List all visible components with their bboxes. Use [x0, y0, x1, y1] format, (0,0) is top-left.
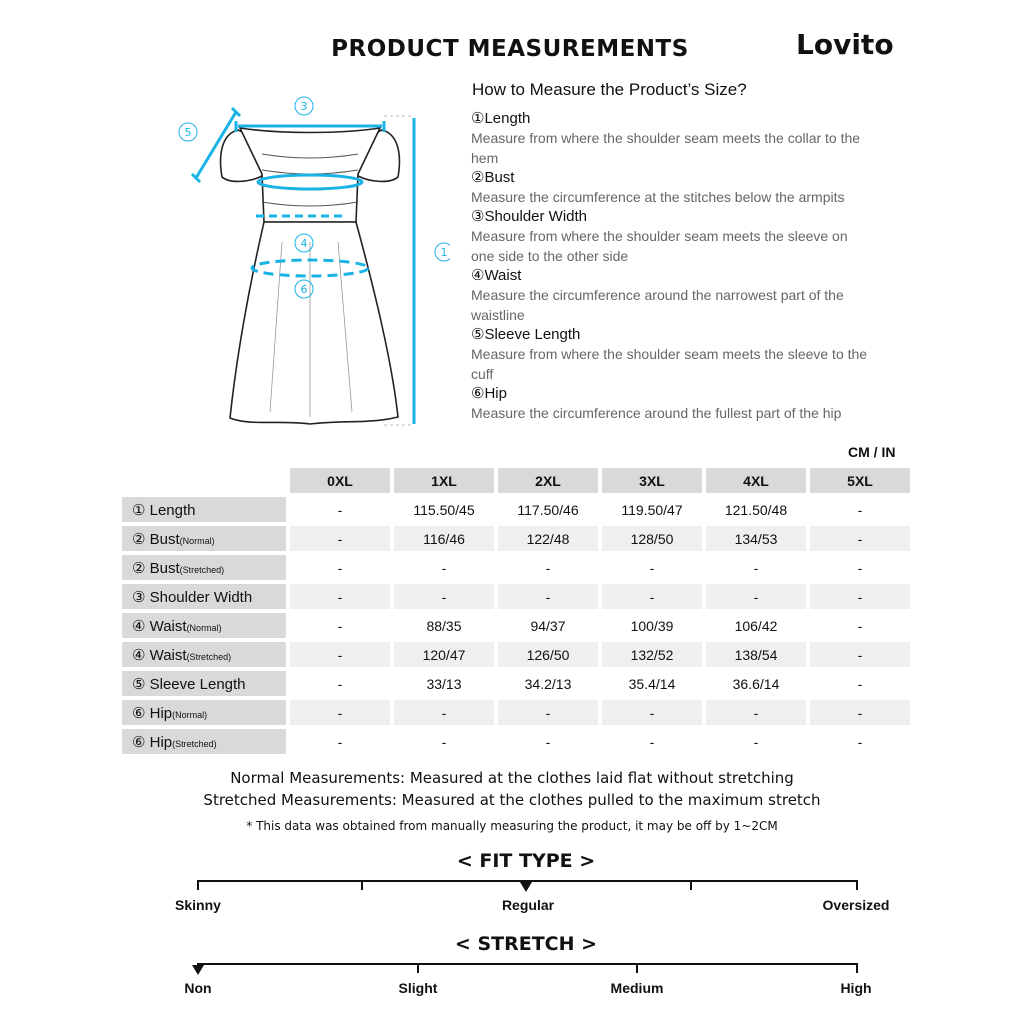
measurement-guide: [471, 109, 871, 423]
table-cell: -: [810, 642, 910, 667]
guide-item-bust: ②Bust Measure the circumference at the stitches below the armpits: [471, 169, 845, 205]
table-row: [122, 613, 910, 638]
table-cell: 34.2/13: [498, 671, 598, 696]
table-cell: -: [498, 555, 598, 580]
table-cell: -: [290, 671, 390, 696]
guide-item-length: ①Length Measure from where the shoulder seam meets the collar to the hem: [471, 110, 861, 166]
table-cell: -: [810, 526, 910, 551]
table-cell: 121.50/48: [706, 497, 806, 522]
dress-diagram: [170, 92, 450, 437]
fit-tick: [856, 880, 858, 890]
note-normal: Normal Measurements: Measured at the clothes laid flat without stretching: [230, 769, 794, 787]
brand-logo: Lovito: [796, 28, 894, 61]
guide-item-shoulder-width: ③Shoulder Width Measure from where the shoulder seam meets the sleeve on one side to the other side: [471, 208, 848, 264]
svg-text:5: 5: [184, 126, 192, 139]
stretch-label-non: Non: [184, 980, 212, 996]
disclaimer: * This data was obtained from manually measuring the product, it may be off by 1~2CM: [246, 819, 778, 833]
table-cell: -: [394, 555, 494, 580]
table-cell: -: [810, 671, 910, 696]
table-cell: 128/50: [602, 526, 702, 551]
guide-item-sleeve-length: ⑤Sleeve Length Measure from where the shoulder seam meets the sleeve to the cuff: [471, 326, 868, 382]
table-cell: -: [706, 555, 806, 580]
header-2xl: 2XL: [498, 468, 598, 493]
table-cell: -: [706, 700, 806, 725]
row-label: ⑥ Hip(Stretched): [122, 729, 286, 754]
stretch-indicator-icon: [192, 965, 204, 975]
table-cell: 132/52: [602, 642, 702, 667]
table-cell: -: [498, 584, 598, 609]
stretch-label-high: High: [840, 980, 872, 996]
row-label: ⑥ Hip(Normal): [122, 700, 286, 725]
table-cell: 100/39: [602, 613, 702, 638]
table-cell: 88/35: [394, 613, 494, 638]
table-cell: 35.4/14: [602, 671, 702, 696]
table-cell: -: [602, 729, 702, 754]
table-cell: 106/42: [706, 613, 806, 638]
table-cell: -: [290, 642, 390, 667]
stretch-label-medium: Medium: [610, 980, 664, 996]
size-table: [118, 464, 914, 758]
stretch-label-slight: Slight: [398, 980, 438, 996]
fit-tick: [690, 880, 692, 890]
table-cell: -: [290, 729, 390, 754]
notes: [0, 767, 1024, 833]
header-0xl: 0XL: [290, 468, 390, 493]
guide-title: How to Measure the Product’s Size?: [472, 80, 747, 99]
table-row: [122, 729, 910, 754]
table-cell: -: [602, 700, 702, 725]
fit-indicator-icon: [520, 882, 532, 892]
fit-label-oversized: Oversized: [822, 897, 890, 913]
table-row: [122, 671, 910, 696]
guide-item-hip: ⑥Hip Measure the circumference around the fullest part of the hip: [471, 385, 842, 421]
table-cell: -: [810, 700, 910, 725]
guide-item-waist: ④Waist Measure the circumference around the narrowest part of the waistline: [471, 267, 844, 323]
table-row: [122, 497, 910, 522]
fit-label-skinny: Skinny: [175, 897, 221, 913]
table-cell: -: [290, 497, 390, 522]
header-3xl: 3XL: [602, 468, 702, 493]
table-header-row: [122, 468, 910, 493]
svg-text:1: 1: [440, 246, 448, 259]
corner-cell: [122, 468, 286, 493]
fit-tick: [361, 880, 363, 890]
table-cell: 116/46: [394, 526, 494, 551]
table-cell: -: [810, 497, 910, 522]
header-1xl: 1XL: [394, 468, 494, 493]
table-row: [122, 584, 910, 609]
page-title: PRODUCT MEASUREMENTS: [331, 36, 689, 62]
table-cell: 138/54: [706, 642, 806, 667]
table-cell: -: [810, 555, 910, 580]
table-cell: 119.50/47: [602, 497, 702, 522]
table-row: [122, 700, 910, 725]
table-row: [122, 526, 910, 551]
table-cell: -: [290, 613, 390, 638]
svg-text:3: 3: [300, 100, 308, 113]
row-label: ④ Waist(Stretched): [122, 642, 286, 667]
table-cell: -: [602, 555, 702, 580]
header-5xl: 5XL: [810, 468, 910, 493]
fit-type-title: < FIT TYPE >: [456, 850, 596, 872]
stretch-scale-line: [197, 963, 858, 965]
table-cell: -: [290, 526, 390, 551]
table-cell: -: [498, 729, 598, 754]
table-cell: 134/53: [706, 526, 806, 551]
fit-tick: [197, 880, 199, 890]
table-cell: -: [394, 729, 494, 754]
row-label: ① Length: [122, 497, 286, 522]
table-cell: 120/47: [394, 642, 494, 667]
fit-label-regular: Regular: [501, 897, 555, 913]
table-cell: -: [394, 700, 494, 725]
table-cell: 115.50/45: [394, 497, 494, 522]
table-cell: -: [810, 584, 910, 609]
table-cell: -: [290, 584, 390, 609]
table-cell: -: [498, 700, 598, 725]
stretch-tick: [856, 963, 858, 973]
table-cell: -: [394, 584, 494, 609]
header-4xl: 4XL: [706, 468, 806, 493]
stretch-tick: [417, 963, 419, 973]
svg-text:4: 4: [300, 237, 308, 250]
table-cell: 126/50: [498, 642, 598, 667]
stretch-title: < STRETCH >: [454, 933, 598, 955]
table-cell: 36.6/14: [706, 671, 806, 696]
svg-text:6: 6: [300, 283, 308, 296]
stretch-tick: [636, 963, 638, 973]
row-label: ② Bust(Normal): [122, 526, 286, 551]
row-label: ④ Waist(Normal): [122, 613, 286, 638]
table-cell: -: [810, 613, 910, 638]
table-cell: 94/37: [498, 613, 598, 638]
row-label: ⑤ Sleeve Length: [122, 671, 286, 696]
note-stretched: Stretched Measurements: Measured at the clothes pulled to the maximum stretch: [203, 791, 821, 809]
table-row: [122, 555, 910, 580]
table-cell: 33/13: [394, 671, 494, 696]
table-cell: -: [706, 584, 806, 609]
table-cell: 122/48: [498, 526, 598, 551]
table-cell: -: [810, 729, 910, 754]
table-cell: -: [290, 700, 390, 725]
unit-label: CM / IN: [848, 444, 896, 460]
row-label: ③ Shoulder Width: [122, 584, 286, 609]
row-label: ② Bust(Stretched): [122, 555, 286, 580]
table-row: [122, 642, 910, 667]
table-cell: 117.50/46: [498, 497, 598, 522]
table-cell: -: [706, 729, 806, 754]
table-cell: -: [602, 584, 702, 609]
table-cell: -: [290, 555, 390, 580]
